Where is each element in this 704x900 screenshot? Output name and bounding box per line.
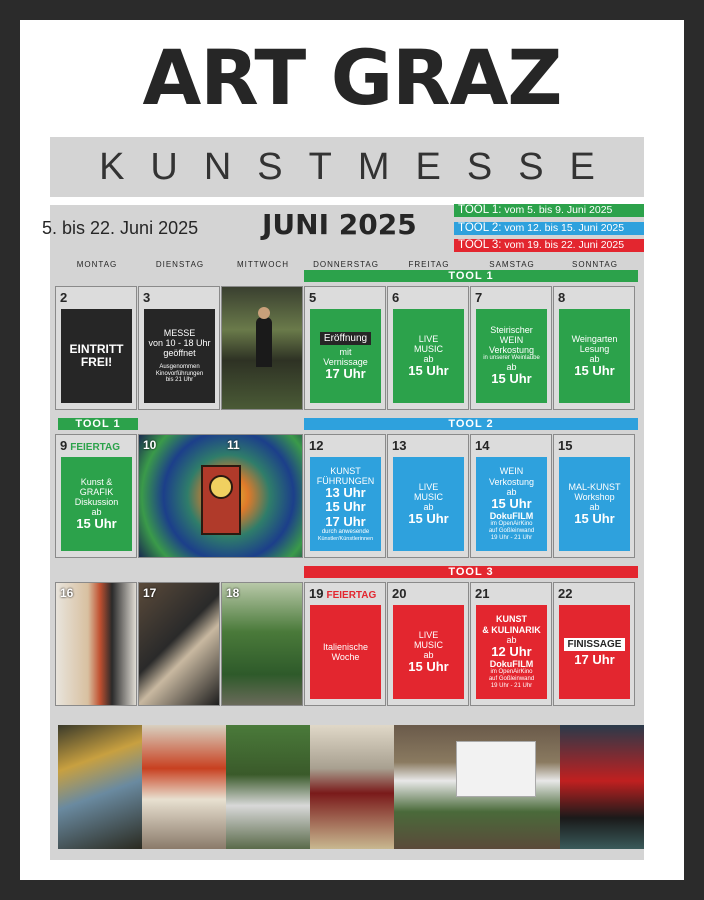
event-line: Kunst & — [80, 476, 113, 487]
event-time: 13 Uhr — [325, 484, 366, 500]
event-time: 15 Uhr — [491, 495, 532, 511]
legend-tool-2-range: vom 12. bis 15. Juni 2025 — [504, 222, 625, 234]
legend-tool-3-range: vom 19. bis 22. Juni 2025 — [504, 239, 625, 251]
event-box — [559, 457, 630, 551]
event-line: & KULINARIK — [482, 624, 541, 635]
event-box — [310, 457, 381, 551]
photo-garden-event — [221, 582, 303, 706]
event-line: LIVE — [418, 481, 439, 492]
event-time: 12 Uhr — [491, 643, 532, 659]
event-box — [393, 605, 464, 699]
photo-bodypaint-artist — [55, 582, 137, 706]
event-box — [310, 309, 381, 403]
event-line: von 10 - 18 Uhr — [148, 337, 211, 348]
event-line: ab — [91, 506, 102, 517]
legend-tool-1-range: vom 5. bis 9. Juni 2025 — [504, 204, 613, 216]
event-line: GRAFIK — [79, 486, 114, 497]
photo-garden-painting — [226, 725, 310, 849]
day-cell-14 — [470, 434, 552, 558]
event-line: ab — [506, 634, 517, 645]
poster — [20, 20, 684, 880]
legend-tool-2-name: TOOL 2: — [458, 222, 502, 234]
event-box — [476, 457, 547, 551]
event-line: LIVE — [418, 333, 439, 344]
event-line: WEIN — [499, 466, 524, 477]
day-number: 20 — [392, 586, 407, 601]
event-line: MUSIC — [414, 639, 443, 650]
day-cell-5 — [304, 286, 386, 410]
day-number — [60, 438, 120, 453]
day-cell-3 — [138, 286, 220, 410]
day-number: 6 — [392, 290, 400, 305]
day-cell-12 — [304, 434, 386, 558]
event-time: 15 Uhr — [408, 510, 449, 526]
day-cell-19 — [304, 582, 386, 706]
tool-2-bar: TOOL 2 — [304, 418, 638, 430]
event-box — [393, 309, 464, 403]
day-cell-22 — [553, 582, 635, 706]
event-time: 17 Uhr — [325, 366, 366, 382]
event-note: 19 Uhr - 21 Uhr — [490, 534, 533, 541]
event-line: KUNST — [496, 614, 527, 625]
day-number: 22 — [558, 586, 573, 601]
event-box — [61, 309, 132, 403]
tool-3-bar: TOOL 3 — [304, 566, 638, 578]
event-note: auf Goßleinwand — [488, 528, 535, 535]
day-number — [309, 586, 376, 601]
person-head — [258, 307, 270, 319]
event-note: im OpenAirKino — [490, 669, 533, 676]
event-line: ab — [506, 486, 517, 497]
photo-open-air-cinema — [394, 725, 560, 849]
day-number-value: 9 — [60, 438, 68, 453]
event-text: EINTRITT FREI! — [69, 341, 124, 369]
event-line: MUSIC — [414, 491, 443, 502]
weekday-tuesday: DIENSTAG — [155, 260, 205, 269]
day-cell-21 — [470, 582, 552, 706]
event-line: Vernissage — [323, 357, 368, 368]
day-number: 11 — [227, 438, 240, 452]
photo-golden-sculpture — [58, 725, 142, 849]
day-number: 14 — [475, 438, 490, 453]
day-cell-7 — [470, 286, 552, 410]
event-time: 15 Uhr — [574, 362, 615, 378]
day-number: 2 — [60, 290, 68, 305]
event-time: 15 Uhr — [574, 510, 615, 526]
event-line: DokuFILM — [489, 511, 534, 522]
event-line: ab — [423, 353, 434, 364]
day-number: 15 — [558, 438, 573, 453]
event-box — [144, 309, 215, 403]
day-cell-6 — [387, 286, 469, 410]
holiday-label: FEIERTAG — [326, 590, 377, 601]
event-highlight: FINISSAGE — [564, 638, 626, 651]
day-number: 8 — [558, 290, 566, 305]
weekday-sunday: SONNTAG — [572, 260, 618, 269]
event-line: ab — [589, 353, 600, 364]
event-line: Workshop — [574, 491, 615, 502]
event-note: bis 21 Uhr — [165, 377, 194, 384]
event-line: WEIN — [499, 335, 524, 346]
day-cell-8 — [553, 286, 635, 410]
event-time: 15 Uhr — [491, 371, 532, 387]
event-time: 17 Uhr — [325, 513, 366, 529]
day-number: 16 — [60, 586, 74, 600]
date-range: 5. bis 22. Juni 2025 — [42, 218, 199, 238]
event-box — [310, 605, 381, 699]
day-cell-2 — [55, 286, 137, 410]
day-number-value: 19 — [309, 586, 324, 601]
event-line: LIVE — [418, 629, 439, 640]
legend-tool-1 — [454, 204, 644, 217]
event-line: DokuFILM — [489, 659, 534, 670]
tool-1-bar-left: TOOL 1 — [58, 418, 138, 430]
day-number: 21 — [475, 586, 490, 601]
event-box — [476, 309, 547, 403]
event-note: auf Goßleinwand — [488, 676, 535, 683]
event-box — [61, 457, 132, 551]
event-box — [476, 605, 547, 699]
holiday-label: FEIERTAG — [70, 442, 121, 453]
event-box — [393, 457, 464, 551]
photo-wine-glasses — [310, 725, 394, 849]
photo-gallery-visitor — [142, 725, 226, 849]
subtitle: KUNSTMESSE — [99, 145, 621, 188]
person-silhouette — [256, 317, 272, 367]
event-note: Kinovorführungen — [155, 370, 204, 377]
event-line: MESSE — [163, 327, 196, 338]
day-cell-20 — [387, 582, 469, 706]
event-line: Verkostung — [488, 345, 535, 356]
day-cell-13 — [387, 434, 469, 558]
photo-performer-red-jacket — [560, 725, 644, 849]
month-title: JUNI 2025 — [262, 208, 417, 241]
day-number: 5 — [309, 290, 317, 305]
event-time: 15 Uhr — [325, 499, 366, 515]
weekday-thursday: DONNERSTAG — [313, 260, 379, 269]
legend-tool-2 — [454, 222, 644, 235]
event-time: 15 Uhr — [408, 362, 449, 378]
photo-artists-talking — [138, 582, 220, 706]
event-note: 19 Uhr - 21 Uhr — [490, 682, 533, 689]
event-line: ab — [423, 649, 434, 660]
weekday-saturday: SAMSTAG — [489, 260, 535, 269]
event-time: 15 Uhr — [408, 658, 449, 674]
event-line: Diskussion — [74, 496, 119, 507]
legend-tool-1-name: TOOL 1: — [458, 204, 502, 216]
event-line: ab — [589, 501, 600, 512]
day-cell-9 — [55, 434, 137, 558]
event-line: Lesung — [579, 343, 610, 354]
photo-poetry-reading — [221, 286, 303, 410]
legend-tool-3 — [454, 239, 644, 252]
page-title: ART GRAZ — [142, 33, 562, 122]
weekday-friday: FREITAG — [408, 260, 450, 269]
event-note: im OpenAirKino — [490, 521, 533, 528]
event-line: MUSIC — [414, 343, 443, 354]
day-number: 3 — [143, 290, 151, 305]
event-line: Verkostung — [488, 476, 535, 487]
event-box — [559, 605, 630, 699]
event-note: Künstler/Künstlerinnen — [317, 536, 374, 543]
event-line: ab — [506, 362, 517, 373]
day-number: 10 — [143, 438, 157, 452]
cinema-screen — [456, 741, 536, 797]
event-highlight: Eröffnung — [320, 332, 371, 345]
legend-tool-3-name: TOOL 3: — [458, 239, 502, 251]
event-line: Italienische — [322, 641, 369, 652]
event-line: Steirischer — [490, 325, 533, 336]
tool-1-bar: TOOL 1 — [304, 270, 638, 282]
weekday-wednesday: MITTWOCH — [237, 260, 289, 269]
event-note: durch anwesende — [321, 529, 370, 536]
event-line: FÜHRUNGEN — [316, 475, 375, 486]
event-line: MAL-KUNST — [568, 481, 621, 492]
event-line: KUNST — [330, 465, 361, 476]
event-line: Weingarten — [571, 333, 618, 344]
weekday-monday: MONTAG — [76, 260, 118, 269]
event-line: geöffnet — [163, 347, 196, 358]
event-time: 17 Uhr — [574, 652, 615, 668]
day-cell-15 — [553, 434, 635, 558]
day-number: 13 — [392, 438, 407, 453]
day-number: 12 — [309, 438, 324, 453]
clock-icon — [209, 475, 233, 499]
day-number: 18 — [226, 586, 240, 600]
photo-clocktower-painting — [138, 434, 303, 558]
event-box — [559, 309, 630, 403]
subtitle-band — [50, 137, 644, 197]
event-time: 15 Uhr — [76, 515, 117, 531]
day-number: 17 — [143, 586, 157, 600]
event-line: mit — [339, 347, 352, 358]
event-line: ab — [423, 501, 434, 512]
event-note: in unserer Weinlaube — [483, 355, 540, 362]
event-line: Woche — [331, 652, 360, 662]
event-note: Ausgenommen — [159, 364, 200, 371]
day-number: 7 — [475, 290, 483, 305]
